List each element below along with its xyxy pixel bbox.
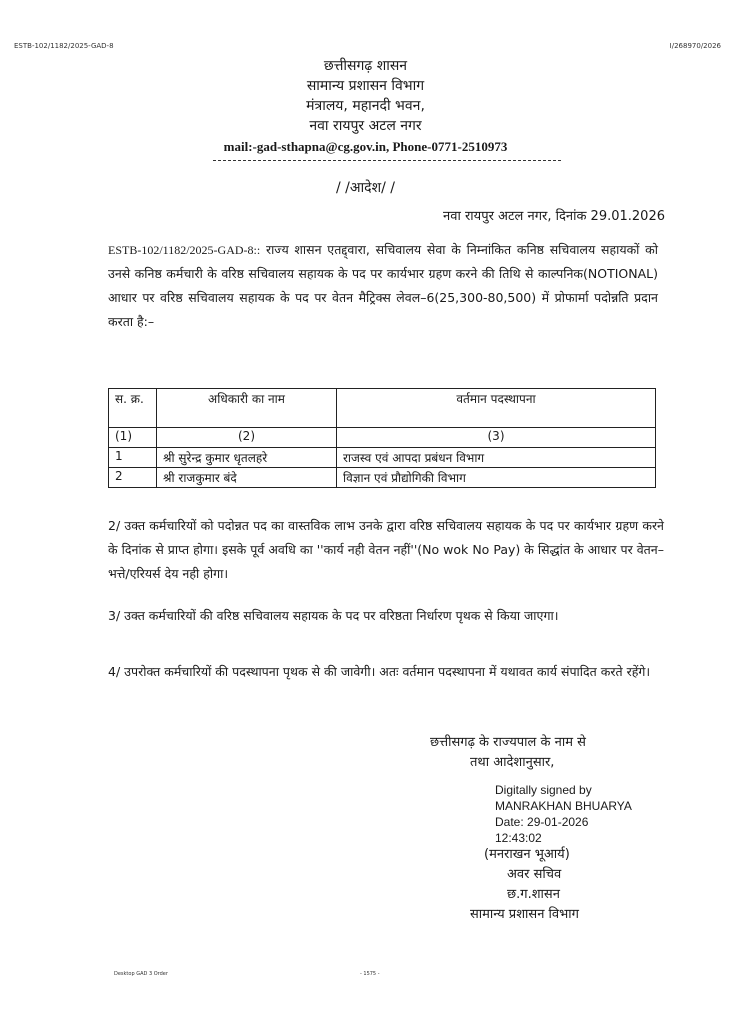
header-government: छत्तीसगढ़ शासन bbox=[323, 58, 408, 74]
row-sno: 1 bbox=[109, 448, 157, 468]
row-posting: राजस्व एवं आपदा प्रबंधन विभाग bbox=[337, 448, 656, 468]
order-title: / /आदेश/ / bbox=[335, 180, 396, 196]
closing-line-2: तथा आदेशानुसार, bbox=[470, 755, 555, 770]
row-sno: 2 bbox=[109, 468, 157, 488]
signatory-department: सामान्य प्रशासन विभाग bbox=[470, 907, 579, 922]
row-name: श्री राजकुमार बंदे bbox=[157, 468, 337, 488]
digital-signature-line-4: 12:43:02 bbox=[495, 831, 542, 845]
paragraph-1 bbox=[108, 238, 658, 334]
header-name: अधिकारी का नाम bbox=[157, 389, 337, 428]
header-divider bbox=[213, 160, 561, 161]
digital-signature-line-2: MANRAKHAN BHUARYA bbox=[495, 799, 632, 813]
header-department: सामान्य प्रशासन विभाग bbox=[306, 78, 425, 94]
paragraph-4: 4/ उपरोक्त कर्मचारियों की पदस्थापना पृथक से की जावेगी। अतः वर्तमान पदस्थापना में यथावत कार्य संपादित करते रहेंगे। bbox=[108, 664, 651, 679]
officer-table bbox=[108, 388, 656, 488]
row-posting: विज्ञान एवं प्रौद्योगिकी विभाग bbox=[337, 468, 656, 488]
paragraph-1-text: राज्य शासन एतद्द्वारा, सचिवालय सेवा के निम्नांकित कनिष्ठ सचिवालय सहायकों को उनसे कनिष्ठ कर्मचारी के वरिष्ठ सचिवालय सहायक के पद पर कार्यभार ग्रहण करने की तिथि से काल्पनिक(NOTIONAL) आधार पर वरिष्ठ सचिवालय सहायक के पद पर वेतन मैट्रिक्स लेवल–6(25,300-80,500) में प्रोफार्मा पदोन्नति प्रदान करता है:– bbox=[108, 242, 658, 329]
row-name: श्री सुरेन्द्र कुमार धृतलहरे bbox=[157, 448, 337, 468]
footer-left: Desktop GAD 3 Order bbox=[114, 971, 168, 977]
numbering-2: (2) bbox=[157, 428, 337, 448]
table-numbering-row bbox=[109, 428, 656, 448]
header-sno: स. क्र. bbox=[109, 389, 157, 428]
closing-line-1: छत्तीसगढ़ के राज्यपाल के नाम से bbox=[430, 735, 586, 750]
table-row bbox=[109, 468, 656, 488]
signatory-designation: अवर सचिव bbox=[507, 867, 562, 882]
numbering-3: (3) bbox=[337, 428, 656, 448]
header-posting: वर्तमान पदस्थापना bbox=[337, 389, 656, 428]
paragraph-3: 3/ उक्त कर्मचारियों की वरिष्ठ सचिवालय सहायक के पद पर वरिष्ठता निर्धारण पृथक से किया जाएगा। bbox=[108, 608, 559, 623]
table-header-row bbox=[109, 389, 656, 428]
order-reference: ESTB-102/1182/2025-GAD-8:: bbox=[108, 243, 261, 257]
paragraph-2: 2/ उक्त कर्मचारियों को पदोन्नत पद का वास्तविक लाभ उनके द्वारा वरिष्ठ सचिवालय सहायक के पद पर कार्यभार ग्रहण करने के दिनांक से प्राप्त होगा। इसके पूर्व अवधि का ''कार्य नही वेतन नहीं''(No wok No Pay) के सिद्धांत के आधार पर वेतन–भत्ते/एरियर्स देय नही होगा। bbox=[108, 518, 664, 581]
numbering-1: (1) bbox=[109, 428, 157, 448]
top-left-reference: ESTB-102/1182/2025-GAD-8 bbox=[14, 42, 114, 50]
header-contact: mail:-gad-sthapna@cg.gov.in, Phone-0771-2510973 bbox=[223, 139, 508, 154]
table-row bbox=[109, 448, 656, 468]
footer-center: - 1575 - bbox=[360, 971, 380, 977]
place-date: नवा रायपुर अटल नगर, दिनांक 29.01.2026 bbox=[443, 209, 665, 224]
header-city: नवा रायपुर अटल नगर bbox=[309, 118, 422, 134]
header-building: मंत्रालय, महानदी भवन, bbox=[306, 98, 425, 114]
signatory-govt: छ.ग.शासन bbox=[507, 887, 560, 902]
top-right-reference: I/268970/2026 bbox=[669, 42, 721, 50]
signatory-name: (मनराखन भूआर्य) bbox=[484, 847, 570, 862]
digital-signature-line-1: Digitally signed by bbox=[495, 783, 592, 797]
digital-signature-line-3: Date: 29-01-2026 bbox=[495, 815, 589, 829]
